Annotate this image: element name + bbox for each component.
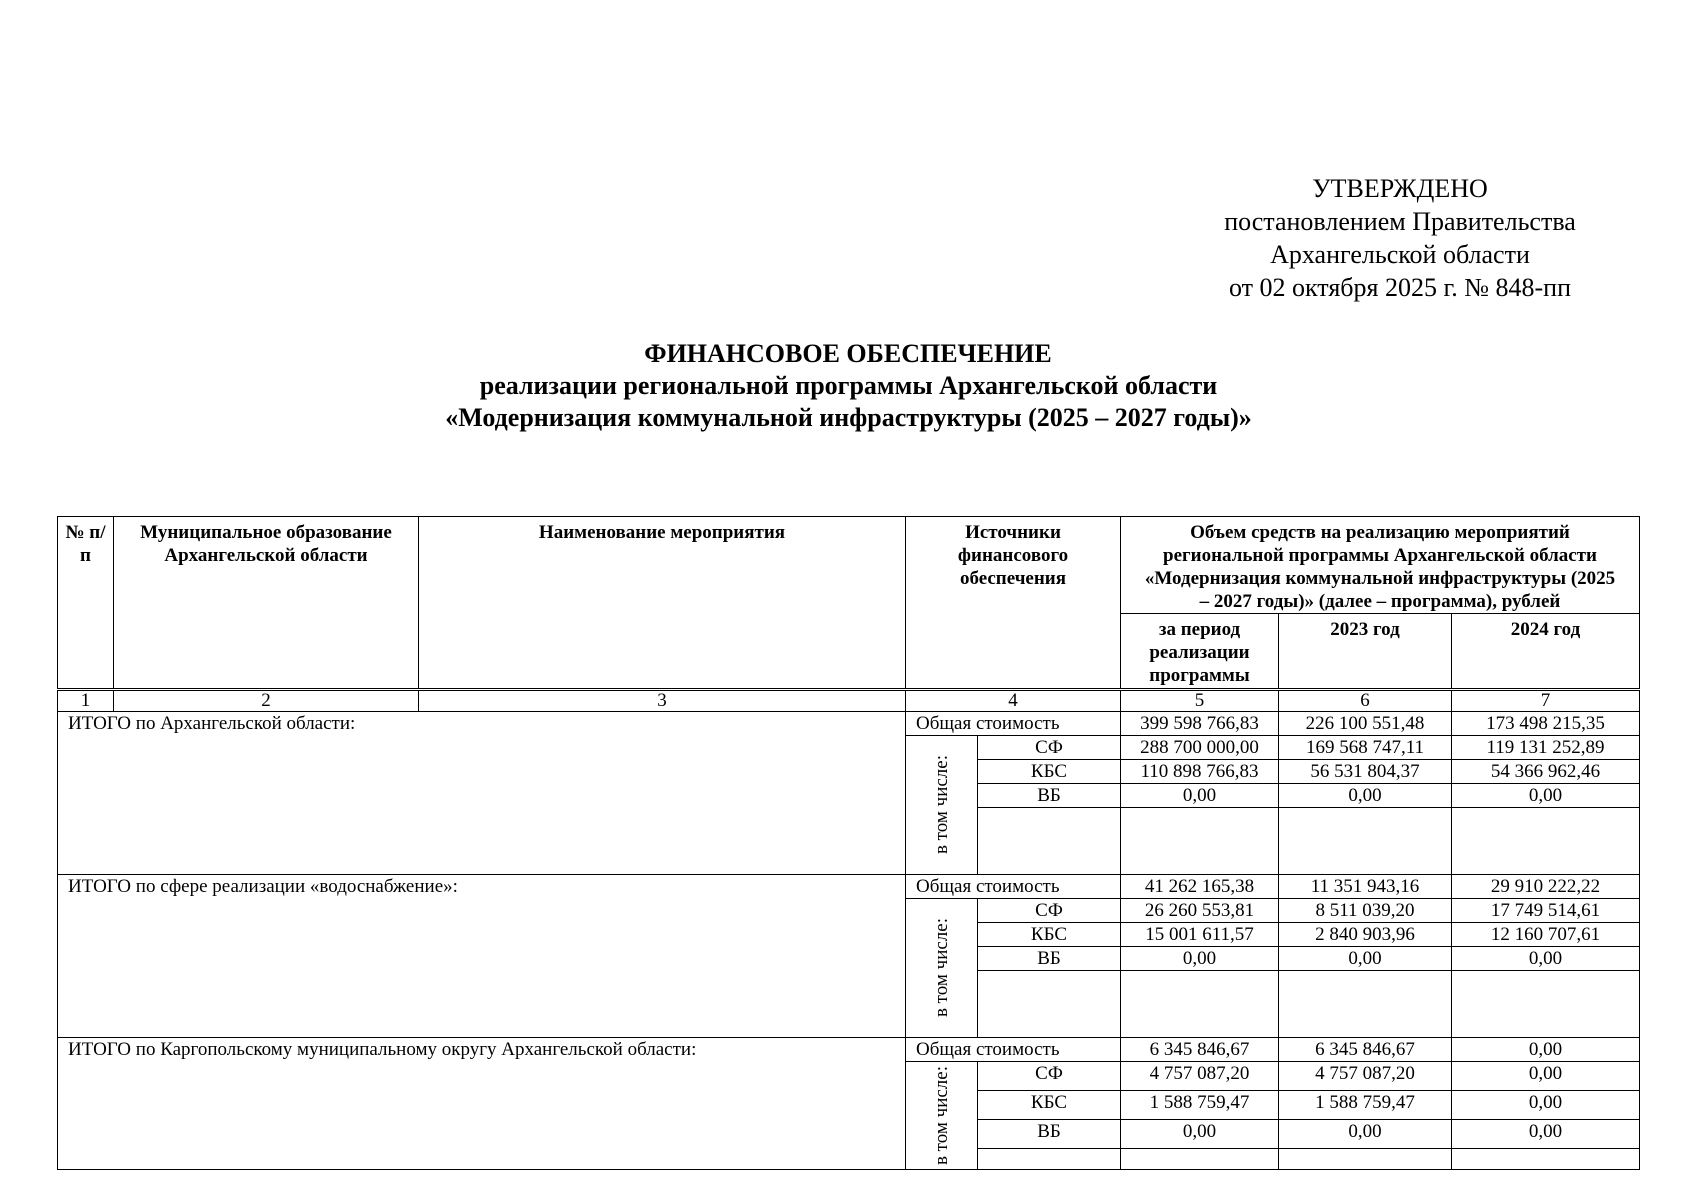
source-value: 1 588 759,47 <box>1279 1091 1452 1120</box>
source-value: 1 588 759,47 <box>1121 1091 1279 1120</box>
approval-line-1: УТВЕРЖДЕНО <box>1312 174 1488 203</box>
column-number-4: 4 <box>906 690 1121 712</box>
source-value: 0,00 <box>1121 1120 1279 1149</box>
source-value: 4 757 087,20 <box>1279 1062 1452 1091</box>
column-number-3: 3 <box>419 690 906 712</box>
group-total-row <box>58 712 1640 736</box>
group-label: ИТОГО по сфере реализации «водоснабжение»: <box>58 875 906 1038</box>
total-value: 29 910 222,22 <box>1452 875 1640 899</box>
including-cell <box>906 899 978 1038</box>
source-value: 0,00 <box>1452 1091 1640 1120</box>
source-value: 0,00 <box>1279 947 1452 971</box>
source-name: ВБ <box>978 784 1121 808</box>
total-value: 226 100 551,48 <box>1279 712 1452 736</box>
total-cost-label: Общая стоимость <box>906 1038 1121 1062</box>
group-label: ИТОГО по Архангельской области: <box>58 712 906 875</box>
column-numbers-row <box>58 690 1640 712</box>
source-value: 2 840 903,96 <box>1279 923 1452 947</box>
column-number-2: 2 <box>114 690 419 712</box>
header-row-1 <box>58 517 1640 614</box>
header-period: за период реализации программы <box>1121 614 1279 690</box>
approval-line-3: Архангельской области <box>1270 240 1530 269</box>
source-name: КБС <box>978 760 1121 784</box>
including-label: в том числе: <box>930 1066 952 1166</box>
source-name: СФ <box>978 736 1121 760</box>
header-num: № п/п <box>58 517 114 690</box>
source-value: 0,00 <box>1452 1062 1640 1091</box>
source-value: 15 001 611,57 <box>1121 923 1279 947</box>
column-number-1: 1 <box>58 690 114 712</box>
source-value: 169 568 747,11 <box>1279 736 1452 760</box>
approval-stamp <box>1180 172 1620 304</box>
source-value: 0,00 <box>1279 1120 1452 1149</box>
including-cell <box>906 736 978 875</box>
total-value: 41 262 165,38 <box>1121 875 1279 899</box>
source-value: 0,00 <box>1452 947 1640 971</box>
source-value: 288 700 000,00 <box>1121 736 1279 760</box>
header-2024: 2024 год <box>1452 614 1640 690</box>
header-volume: Объем средств на реализацию мероприятий региональной программы Архангельской области «Модернизация коммунальной инфраструктуры (2025 – 2027 годы)» (далее – программа), рублей <box>1121 517 1640 614</box>
group-total-row <box>58 875 1640 899</box>
source-name: КБС <box>978 923 1121 947</box>
total-value: 6 345 846,67 <box>1121 1038 1279 1062</box>
source-value: 0,00 <box>1279 784 1452 808</box>
source-name: СФ <box>978 1062 1121 1091</box>
source-value: 54 366 962,46 <box>1452 760 1640 784</box>
source-name: ВБ <box>978 947 1121 971</box>
total-value: 11 351 943,16 <box>1279 875 1452 899</box>
header-sources: Источники финансового обеспечения <box>906 517 1121 690</box>
source-value: 17 749 514,61 <box>1452 899 1640 923</box>
source-name: ВБ <box>978 1120 1121 1149</box>
column-number-7: 7 <box>1452 690 1640 712</box>
source-value: 8 511 039,20 <box>1279 899 1452 923</box>
source-value: 26 260 553,81 <box>1121 899 1279 923</box>
including-cell <box>906 1062 978 1170</box>
group-total-row <box>58 1038 1640 1062</box>
approval-line-2: постановлением Правительства <box>1224 207 1576 236</box>
total-cost-label: Общая стоимость <box>906 712 1121 736</box>
source-value: 119 131 252,89 <box>1452 736 1640 760</box>
approval-line-4: от 02 октября 2025 г. № 848-пп <box>1229 273 1571 302</box>
source-value: 56 531 804,37 <box>1279 760 1452 784</box>
header-2023: 2023 год <box>1279 614 1452 690</box>
source-value: 110 898 766,83 <box>1121 760 1279 784</box>
source-value: 0,00 <box>1121 784 1279 808</box>
header-municipality: Муниципальное образование Архангельской области <box>114 517 419 690</box>
including-label: в том числе: <box>930 918 952 1018</box>
title-line-1: ФИНАНСОВОЕ ОБЕСПЕЧЕНИЕ <box>644 339 1052 368</box>
document-title <box>0 338 1697 434</box>
total-cost-label: Общая стоимость <box>906 875 1121 899</box>
group-label: ИТОГО по Каргопольскому муниципальному округу Архангельской области: <box>58 1038 906 1170</box>
source-name: СФ <box>978 899 1121 923</box>
title-line-2: реализации региональной программы Архангельской области <box>479 371 1218 400</box>
source-value: 0,00 <box>1452 1120 1640 1149</box>
source-value: 0,00 <box>1452 784 1640 808</box>
source-value: 0,00 <box>1121 947 1279 971</box>
financing-table <box>57 516 1640 1170</box>
total-value: 6 345 846,67 <box>1279 1038 1452 1062</box>
source-value: 4 757 087,20 <box>1121 1062 1279 1091</box>
title-line-3: «Модернизация коммунальной инфраструктуры (2025 – 2027 годы)» <box>445 403 1252 432</box>
source-value: 12 160 707,61 <box>1452 923 1640 947</box>
header-event: Наименование мероприятия <box>419 517 906 690</box>
including-label: в том числе: <box>930 755 952 855</box>
total-value: 173 498 215,35 <box>1452 712 1640 736</box>
total-value: 0,00 <box>1452 1038 1640 1062</box>
source-name: КБС <box>978 1091 1121 1120</box>
column-number-6: 6 <box>1279 690 1452 712</box>
column-number-5: 5 <box>1121 690 1279 712</box>
total-value: 399 598 766,83 <box>1121 712 1279 736</box>
